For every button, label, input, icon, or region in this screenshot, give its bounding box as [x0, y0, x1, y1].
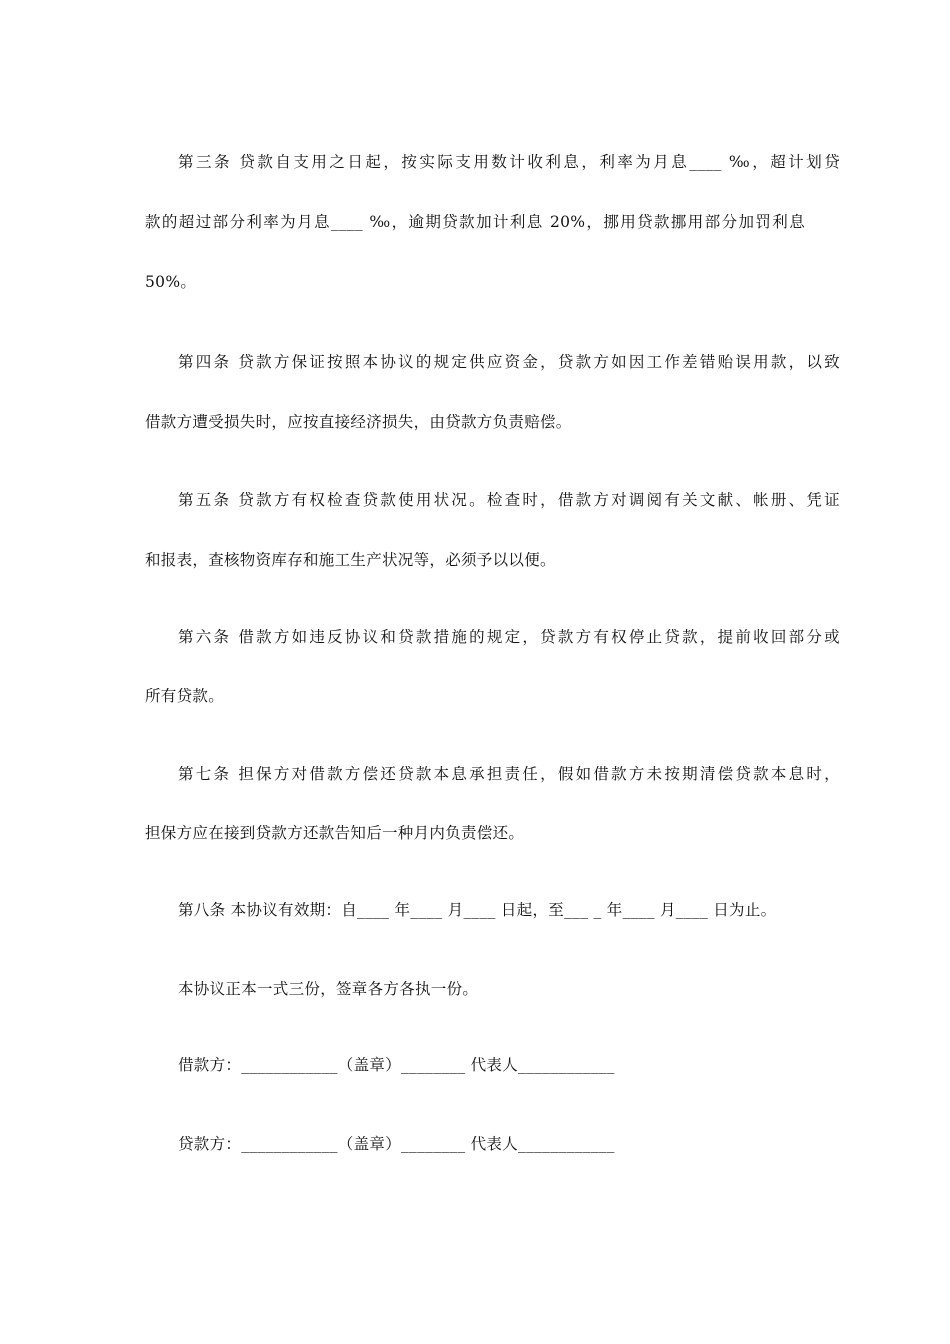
borrower-signature-line: 借款方：____________（盖章）________ 代表人____________: [178, 1056, 615, 1074]
article-7-line-2: 担保方应在接到贷款方还款告知后一种月内负责偿还。: [145, 824, 525, 842]
article-6-line-1: 第六条 借款方如违反协议和贷款措施的规定，贷款方有权停止贷款，提前收回部分或: [178, 628, 840, 646]
article-7-line-1: 第七条 担保方对借款方偿还贷款本息承担责任，假如借款方未按期清偿贷款本息时，: [178, 765, 840, 783]
article-4-line-1: 第四条 贷款方保证按照本协议的规定供应资金，贷款方如因工作差错贻误用款，以致: [178, 353, 840, 371]
article-5-line-1: 第五条 贷款方有权检查贷款使用状况。检查时，借款方对调阅有关文献、帐册、凭证: [178, 491, 840, 509]
article-3-line-1: 第三条 贷款自支用之日起，按实际支用数计收利息，利率为月息____ ‰，超计划贷: [178, 153, 840, 171]
article-4-line-2: 借款方遭受损失时，应按直接经济损失，由贷款方负责赔偿。: [145, 413, 572, 431]
article-3-line-3: 50%。: [145, 273, 197, 291]
article-6-line-2: 所有贷款。: [145, 687, 225, 705]
copies-statement: 本协议正本一式三份，签章各方各执一份。: [178, 980, 479, 998]
article-8-validity-period: 第八条 本协议有效期：自____ 年____ 月____ 日起，至___ _ 年____ 月____ 日为止。: [178, 901, 777, 919]
lender-signature-line: 贷款方：____________（盖章）________ 代表人____________: [178, 1135, 615, 1153]
article-5-line-2: 和报表，查核物资库存和施工生产状况等，必须予以以便。: [145, 551, 556, 569]
article-3-line-2: 款的超过部分利率为月息____ ‰，逾期贷款加计利息 20%，挪用贷款挪用部分加罚利息: [145, 213, 805, 231]
